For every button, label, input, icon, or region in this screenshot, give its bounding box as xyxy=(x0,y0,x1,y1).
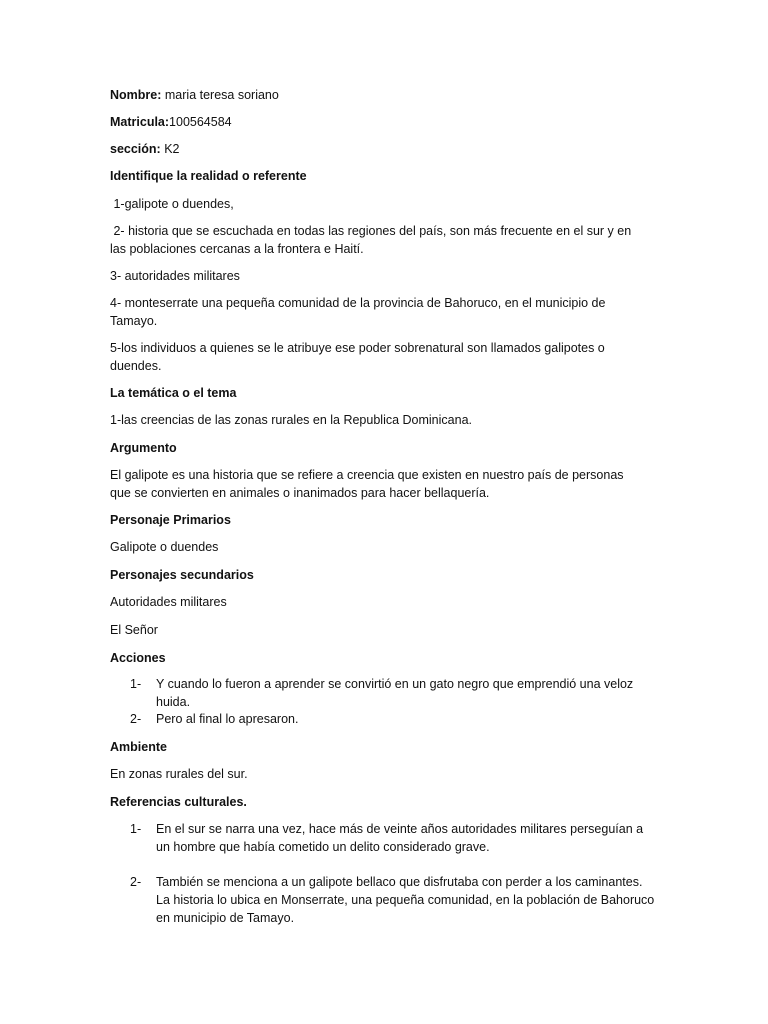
name-label: Nombre: xyxy=(110,88,162,102)
identify-item-5: 5-los individuos a quienes se le atribuye ese poder sobrenatural son llamados galipotes o duendes. xyxy=(110,341,605,373)
seccion-line xyxy=(110,140,645,158)
seccion-label: sección: xyxy=(110,142,161,156)
matricula-value: 100564584 xyxy=(169,115,232,129)
ambiente-text: En zonas rurales del sur. xyxy=(110,767,248,781)
list-number: 1- xyxy=(130,677,142,691)
secundarios-item-1: Autoridades militares xyxy=(110,595,227,609)
list-number: 1- xyxy=(130,822,142,836)
referencias-heading: Referencias culturales. xyxy=(110,795,247,809)
list-text: Pero al final lo apresaron. xyxy=(156,712,299,726)
list-number: 2- xyxy=(130,712,142,726)
acciones-heading: Acciones xyxy=(110,651,166,665)
secundarios-heading: Personajes secundarios xyxy=(110,568,254,582)
argumento-text: El galipote es una historia que se refiere a creencia que existen en nuestro país de personas que se convierten en animales o inanimados para hacer bellaquería. xyxy=(110,468,624,500)
ambiente-heading: Ambiente xyxy=(110,740,167,754)
identify-item-4: 4- monteserrate una pequeña comunidad de la provincia de Bahoruco, en el municipio de Tamayo. xyxy=(110,296,606,328)
matricula-line xyxy=(110,113,645,131)
identify-item-2: 2- historia que se escuchada en todas las regiones del país, son más frecuente en el sur y en las poblaciones cercanas a la frontera e Haití. xyxy=(110,224,635,256)
list-number: 2- xyxy=(130,875,142,889)
identify-item-1: 1-galipote o duendes, xyxy=(110,197,234,211)
identify-item-3: 3- autoridades militares xyxy=(110,269,240,283)
name-line xyxy=(110,86,645,104)
primarios-heading: Personaje Primarios xyxy=(110,513,231,527)
referencias-list-item xyxy=(130,873,655,927)
referencias-list-item xyxy=(130,820,655,856)
argumento-heading: Argumento xyxy=(110,441,177,455)
list-text: También se menciona a un galipote bellaco que disfrutaba con perder a los caminantes. La historia lo ubica en Monserrate, una pequeña comunidad, en la población de Bahoruco en municipio de Tamayo. xyxy=(156,875,655,925)
seccion-value: K2 xyxy=(164,142,180,156)
secundarios-item-2: El Señor xyxy=(110,623,158,637)
tema-text: 1-las creencias de las zonas rurales en la Republica Dominicana. xyxy=(110,413,472,427)
name-value: maria teresa soriano xyxy=(164,88,279,102)
list-text: Y cuando lo fueron a aprender se convirtió en un gato negro que emprendió una veloz huida. xyxy=(156,677,634,709)
tema-heading: La temática o el tema xyxy=(110,386,237,400)
identify-heading: Identifique la realidad o referente xyxy=(110,169,307,183)
list-text: En el sur se narra una vez, hace más de veinte años autoridades militares perseguían a un hombre que había cometido un delito considerado grave. xyxy=(156,822,644,854)
matricula-label: Matricula: xyxy=(110,115,170,129)
primarios-text: Galipote o duendes xyxy=(110,540,219,554)
acciones-list-item xyxy=(130,675,655,711)
acciones-list-item xyxy=(130,710,655,728)
